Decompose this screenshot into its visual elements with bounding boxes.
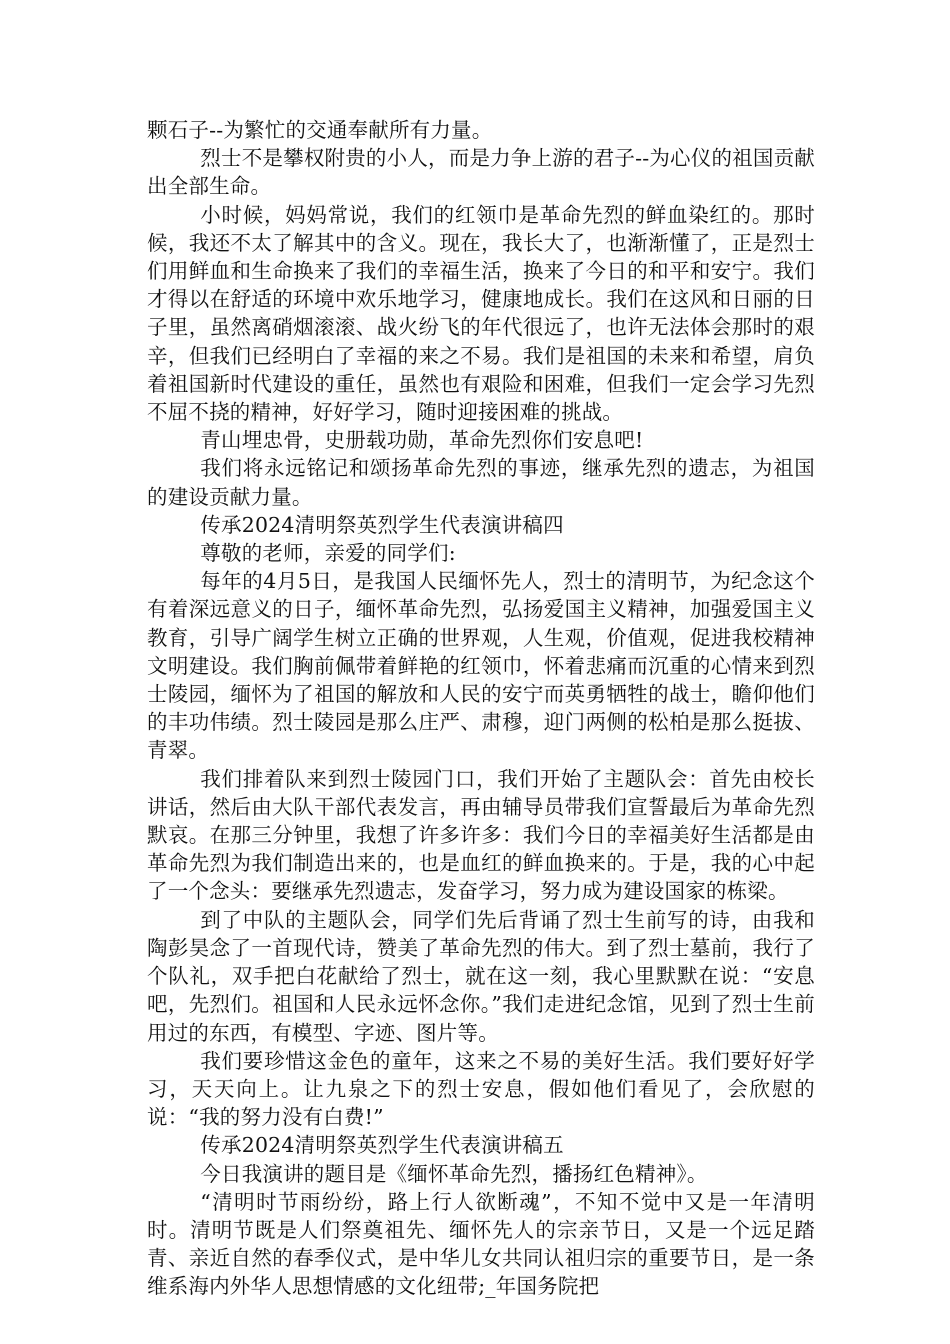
paragraph: 到了中队的主题队会，同学们先后背诵了烈士生前写的诗，由我和陶彭昊念了一首现代诗，赞美了革命先烈的伟大。到了烈士墓前，我行了个队礼，双手把白花献给了烈士，就在这一刻，我心里默默在说：“安息吧，先烈们。祖国和人民永远怀念你。”我们走进纪念馆，见到了烈士生前用过的东西，有模型、字迹、图片等。 [147, 907, 815, 1045]
paragraph: 小时候，妈妈常说，我们的红领巾是革命先烈的鲜血染红的。那时候，我还不太了解其中的含义。现在，我长大了，也渐渐懂了，正是烈士们用鲜血和生命换来了我们的幸福生活，换来了今日的和平和安宁。我们才得以在舒适的环境中欢乐地学习，健康地成长。我们在这风和日丽的日子里，虽然离硝烟滚滚、战火纷飞的年代很远了，也许无法体会那时的艰辛，但我们已经明白了幸福的来之不易。我们是祖国的未来和希望，肩负着祖国新时代建设的重任，虽然也有艰险和困难，但我们一定会学习先烈不屈不挠的精神，好好学习，随时迎接困难的挑战。 [147, 202, 815, 425]
section-heading: 传承2024清明祭英烈学生代表演讲稿四 [200, 512, 564, 537]
salutation: 尊敬的老师，亲爱的同学们: [200, 541, 456, 566]
paragraph: 每年的4月5日，是我国人民缅怀先人，烈士的清明节，为纪念这个有着深远意义的日子，缅怀革命先烈，弘扬爱国主义精神，加强爱国主义教育，引导广阔学生树立正确的世界观，人生观，价值观，促进我校精神文明建设。我们胸前佩带着鲜艳的红领巾，怀着悲痛而沉重的心情来到烈士陵园，缅怀为了祖国的解放和人民的安宁而英勇牺牲的战士，瞻仰他们的丰功伟绩。烈士陵园是那么庄严、肃穆，迎门两侧的松柏是那么挺拔、青翠。 [147, 569, 815, 763]
paragraph: 我们要珍惜这金色的童年，这来之不易的美好生活。我们要好好学习，天天向上。让九泉之下的烈士安息，假如他们看见了，会欣慰的说：“我的努力没有白费!” [147, 1048, 815, 1130]
paragraph: 今日我演讲的题目是《缅怀革命先烈，播扬红色精神》。 [200, 1161, 708, 1186]
paragraph: 我们将永远铭记和颂扬革命先烈的事迹，继承先烈的遗志，为祖国的建设贡献力量。 [147, 456, 815, 509]
document-body [147, 116, 815, 1301]
paragraph: 颗石子--为繁忙的交通奉献所有力量。 [147, 118, 493, 142]
paragraph: 我们排着队来到烈士陵园门口，我们开始了主题队会：首先由校长讲话，然后由大队干部代表发言，再由辅导员带我们宣誓最后为革命先烈默哀。在那三分钟里，我想了许多许多：我们今日的幸福美好生活都是由革命先烈为我们制造出来的，也是血红的鲜血换来的。于是，我的心中起了一个念头：要继承先烈遗志，发奋学习，努力成为建设国家的栋梁。 [147, 766, 815, 904]
paragraph: “清明时节雨纷纷，路上行人欲断魂”，不知不觉中又是一年清明时。清明节既是人们祭奠祖先、缅怀先人的宗亲节日，又是一个远足踏青、亲近自然的春季仪式，是中华儿女共同认祖归宗的重要节日，是一条维系海内外华人思想情感的文化纽带;_年国务院把 [147, 1189, 815, 1299]
paragraph: 烈士不是攀权附贵的小人，而是力争上游的君子--为心仪的祖国贡献出全部生命。 [147, 146, 815, 199]
section-heading: 传承2024清明祭英烈学生代表演讲稿五 [200, 1133, 564, 1158]
paragraph: 青山埋忠骨，史册载功勋，革命先烈你们安息吧! [200, 428, 644, 453]
